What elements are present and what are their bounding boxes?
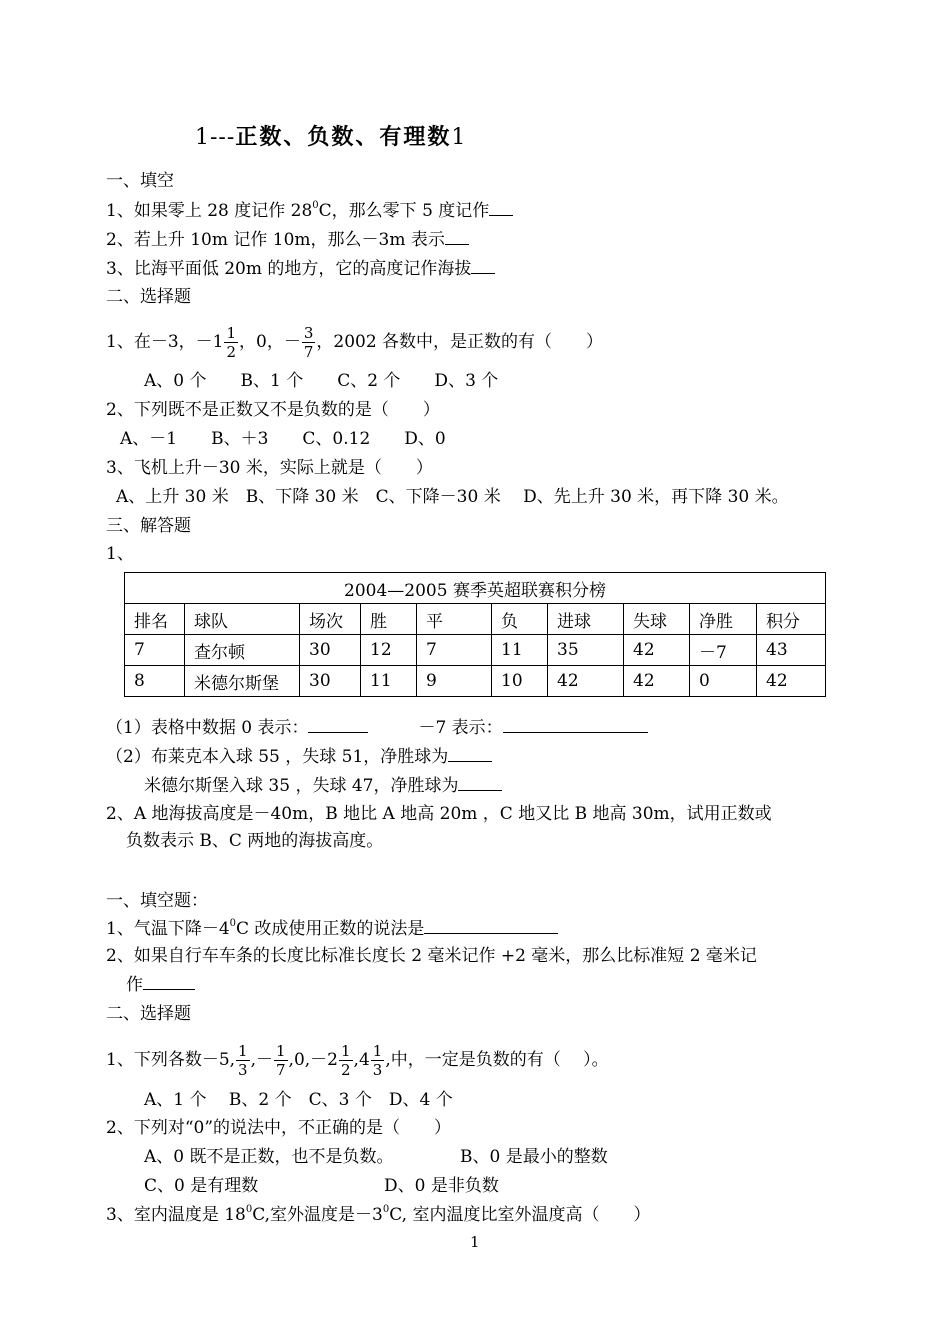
table-cell: 11 [492, 635, 548, 666]
answer-blank[interactable] [308, 716, 368, 733]
page-title: 1---正数、负数、有理数1 [195, 124, 467, 150]
answer-blank[interactable] [143, 973, 195, 990]
table-cell: 30 [300, 635, 361, 666]
choice-question-2-3: 3、室内温度是 $18^0C$,室外温度是$-3^0C$, 室内温度比室外温度高（ ） [106, 1204, 651, 1225]
question-2-2-line-1: 2、如果自行车车条的长度比标准长度长 2 毫米记作 +2 毫米，那么比标准短 2 毫米记 [106, 946, 757, 966]
question-2-1: 1、气温下降$-4^0C$ 改成使用正数的说法是 [106, 917, 558, 940]
table-cell: 米德尔斯堡 [185, 666, 300, 697]
table-cell: 11 [361, 666, 417, 697]
table-cell: 42 [757, 666, 826, 697]
table-cell: 42 [624, 666, 690, 697]
fraction: $\frac{1}{2}$ [226, 324, 236, 361]
table-header: 失球 [624, 604, 690, 635]
table-cell: 查尔顿 [185, 635, 300, 666]
answer-blank[interactable] [489, 199, 513, 216]
fraction: $\frac{1}{7}$ [276, 1042, 286, 1079]
table-header: 排名 [125, 604, 185, 635]
sub-question-1: （1）表格中数据 0 表示： －7 表示： [106, 716, 648, 739]
choice-option-c: C、0 是有理数 [144, 1176, 259, 1196]
choice-options-1: A、0 个 B、1 个 C、2 个 D、3 个 [144, 371, 499, 391]
table-cell: 8 [125, 666, 185, 697]
fraction: $\frac{1}{3}$ [238, 1042, 248, 1079]
page-number: 1 [470, 1233, 480, 1251]
fraction: $\frac{1}{2}$ [341, 1042, 351, 1079]
answer-blank[interactable] [448, 745, 492, 762]
fraction: $\frac{1}{3}$ [372, 1042, 383, 1079]
table-cell: 12 [361, 635, 417, 666]
choice-question-2: 2、下列既不是正数又不是负数的是（ ） [106, 400, 440, 420]
table-header: 平 [417, 604, 492, 635]
section-heading-choice: 二、选择题 [106, 287, 191, 307]
table-header-row [125, 604, 826, 635]
choice-question-3: 3、飞机上升－30 米，实际上就是（ ） [106, 458, 433, 478]
choice-options-2: A、－1 B、＋3 C、0.12 D、0 [120, 429, 446, 449]
table-header: 场次 [300, 604, 361, 635]
answer-question-2-line-1: 2、A 地海拔高度是－40m，B 地比 A 地高 20m ，C 地又比 B 地高 30m，试用正数或 [106, 804, 772, 824]
answer-blank[interactable] [471, 257, 495, 274]
table-cell: 10 [492, 666, 548, 697]
question-2-2-line-2: 作 [126, 973, 195, 996]
standings-table [124, 572, 826, 697]
table-header: 进球 [548, 604, 624, 635]
table-header: 积分 [757, 604, 826, 635]
table-cell: 42 [548, 666, 624, 697]
table-header: 负 [492, 604, 548, 635]
table-cell: 7 [417, 635, 492, 666]
choice-options-2-1: A、1 个 B、2 个 C、3 个 D、4 个 [144, 1090, 453, 1110]
answer-blank[interactable] [458, 774, 502, 791]
section-heading-answer: 三、解答题 [106, 516, 191, 536]
answer-blank[interactable] [445, 228, 469, 245]
table-cell: －7 [690, 635, 757, 666]
question-3: 3、比海平面低 20m 的地方，它的高度记作海拔 [106, 257, 495, 280]
table-row [125, 666, 826, 697]
table-header: 净胜 [690, 604, 757, 635]
table-cell: 35 [548, 635, 624, 666]
sub-question-2: （2）布莱克本入球 55 ，失球 51，净胜球为 [106, 745, 492, 768]
choice-options-3: A、上升 30 米 B、下降 30 米 C、下降－30 米 D、先上升 30 米，再下降 30 米。 [116, 487, 789, 507]
sub-question-3: 米德尔斯堡入球 35 ，失球 47，净胜球为 [144, 774, 502, 797]
choice-question-1: 1、在－3，－1 $\frac{1}{2}$ ，0，－ $\frac{3}{7}$ ，2002 各数中，是正数的有（ ） [106, 324, 604, 361]
table-header: 胜 [361, 604, 417, 635]
table-cell: 42 [624, 635, 690, 666]
question-1: 1、如果零上 28 度记作 $28^0C$，那么零下 5 度记作 [106, 199, 513, 222]
section-heading-choice-2: 二、选择题 [106, 1004, 191, 1024]
fraction: $\frac{3}{7}$ [303, 324, 314, 361]
choice-option-b: B、0 是最小的整数 [460, 1147, 608, 1167]
choice-question-2-1: 1、下列各数－5, $\frac{1}{3}$ ,－ $\frac{1}{7}$ ,0,－2 $\frac{1}{2}$ ,4 $\frac{1}{3}$ ,中，一定是负数的有（ ）。 [106, 1042, 609, 1079]
table-row [125, 635, 826, 666]
section-heading-fill-2: 一、填空题： [106, 891, 208, 911]
choice-option-d: D、0 是非负数 [384, 1176, 499, 1196]
answer-blank[interactable] [503, 716, 648, 733]
table-caption: 2004—2005 赛季英超联赛积分榜 [125, 573, 826, 604]
table-cell: 43 [757, 635, 826, 666]
choice-question-2-2: 2、下列对“0”的说法中，不正确的是（ ） [106, 1118, 452, 1138]
answer-blank[interactable] [424, 917, 558, 934]
table-header: 球队 [185, 604, 300, 635]
table-cell: 7 [125, 635, 185, 666]
section-heading-fill: 一、填空 [106, 171, 174, 191]
answer-question-1-label: 1、 [106, 544, 134, 564]
table-cell: 30 [300, 666, 361, 697]
answer-question-2-line-2: 负数表示 B、C 两地的海拔高度。 [126, 831, 384, 851]
table-cell: 9 [417, 666, 492, 697]
question-2: 2、若上升 10m 记作 10m，那么－3m 表示 [106, 228, 469, 251]
choice-option-a: A、0 既不是正数，也不是负数。 [144, 1147, 394, 1167]
table-cell: 0 [690, 666, 757, 697]
